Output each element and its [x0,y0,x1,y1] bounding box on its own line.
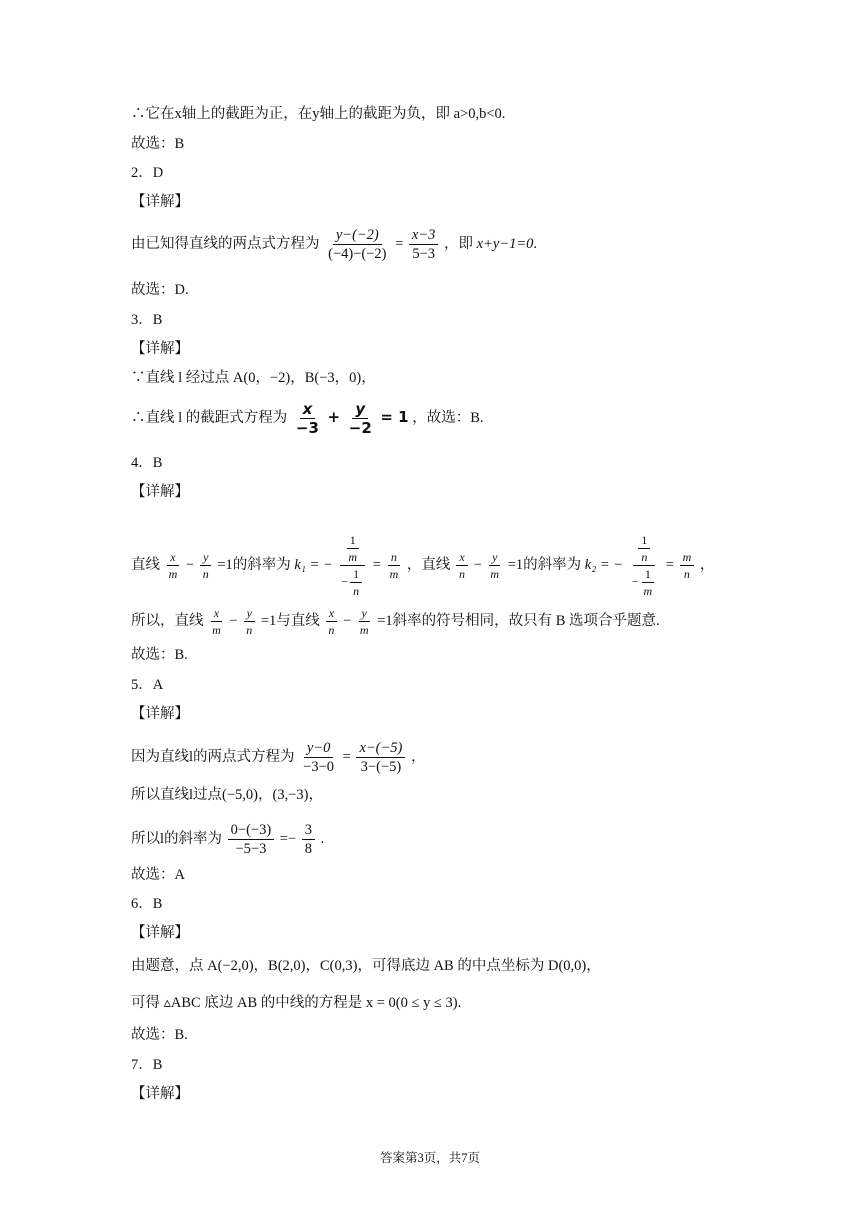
q6-answer: 故选：B. [131,1027,188,1043]
detail-heading-7: 【详解】 [131,1086,189,1102]
q5-line-1: 因为直线l的两点式方程为 $\frac{y-0}{-3-0}$ = $\frac{x-(-5)}{3-(-5)}$ ， [131,740,426,775]
frac-numerator: x−3 [409,227,438,245]
question-7-heading: 7．B [131,1057,163,1073]
fraction: $\frac{3}{8}$ [302,822,315,857]
q5-line-2: 所以直线l过点(−5,0)，(3,−3)， [131,787,323,803]
frac-numerator: x [300,401,316,419]
q3-text: ∴直线 l 的截距式方程为 [131,409,288,426]
q3-line-2: ∴直线 l 的截距式方程为 $\frac{x}{-3}$ + $\frac{y}{-2}$ = 1 ，故选：B. [131,400,484,437]
fraction: $\frac{x}{m}$ [168,550,178,581]
frac-numerator: y−(−2) [333,227,382,245]
q3-answer-text: ，故选：B. [412,409,484,426]
detail-heading-3: 【详解】 [131,341,189,357]
q3-line-1: ∵直线 l 经过点 A(0，−2)，B(−3，0)， [131,370,376,386]
page-footer: 答案第3页，共7页 [379,1151,480,1165]
line-1: ∴它在x轴上的截距为正，在y轴上的截距为负，即 a>0,b<0. [131,106,506,122]
q6-line-1: 由题意，点 A(−2,0)，B(2,0)，C(0,3)，可得底边 AB 的中点坐标为 D(0,0)， [131,958,601,974]
q6-line-2: 可得 ▵ABC 底边 AB 的中线的方程是 x = 0(0 ≤ y ≤ 3). [131,995,462,1011]
q4-answer: 故选：B. [131,647,188,663]
fraction: $\frac{x}{n}$ [456,550,468,581]
q2-equation: x+y−1=0 [476,235,534,252]
q5-line-3: 所以l的斜率为 $\frac{0-(-3)}{-5-3}$ =− $\frac{3}{8}$ . [131,822,325,857]
question-2-heading: 2．D [131,165,164,181]
q2-text: 由已知得直线的两点式方程为 [131,235,320,252]
fraction: $\frac{x-(-5)}{3-(-5)}$ [356,740,405,775]
answer-line: 故选：B [131,136,185,152]
k2-label: k₂ = − [584,556,624,573]
q4-text: 直线 [131,556,160,573]
detail-heading-6: 【详解】 [131,925,189,941]
fraction: $\frac{n}{m}$ [389,550,399,581]
frac-denominator: −3 [295,419,319,437]
q2-fraction-left [325,227,389,262]
detail-heading-4: 【详解】 [131,484,189,500]
fraction: $\frac{y-0}{-3-0}$ [303,740,335,775]
period: . [533,235,538,252]
q4-line-1: 直线 $\frac{x}{m}$ − $\frac{y}{n}$ =1的斜率为 k₁ = − $\frac{1}{m}$ − $\frac{1}{n}$ = $\frac{n}{m}$ ，直线 $\frac{x}{n}$ − $\frac{y}{m}$ =1的斜率为 k₂ = − $\frac{1}{n}$ − $\frac{1}{m}$ = $\frac{m}{n}$ ， [131,533,715,598]
q3-fraction-y [346,401,375,436]
q2-fraction-right [409,227,438,262]
equals: = [395,235,404,252]
frac-denominator: (−4)−(−2) [328,246,387,262]
q5-answer: 故选：A [131,867,185,883]
q2-text-b: ，即 [444,235,474,252]
detail-heading-5: 【详解】 [131,706,189,722]
fraction: $\frac{0-(-3)}{-5-3}$ [228,822,275,857]
k1-label: k₁ = − [294,556,333,573]
fraction: $\frac{y}{n}$ [200,550,212,581]
fraction: $\frac{m}{n}$ [680,550,695,581]
q2-answer: 故选：D. [131,282,189,298]
frac-numerator: y [352,401,368,419]
question-3-heading: 3．B [131,312,163,328]
equals-one: = 1 [380,407,409,426]
compound-fraction: $\frac{1}{m}$ − $\frac{1}{n}$ [338,533,367,598]
detail-heading-2: 【详解】 [131,194,189,210]
frac-denominator: −2 [348,419,372,437]
q3-fraction-x [293,401,322,436]
frac-denominator: 5−3 [412,246,435,262]
q4-line-2: 所以，直线 $\frac{x}{m}$ − $\frac{y}{n}$ =1与直线 $\frac{x}{n}$ − $\frac{y}{m}$ =1斜率的符号相同，故只有 B 选项合乎题意. [131,606,660,637]
compound-fraction: $\frac{1}{n}$ − $\frac{1}{m}$ [629,533,660,598]
fraction: $\frac{y}{m}$ [490,550,500,581]
question-5-heading: 5．A [131,677,164,693]
q2-solution [131,227,537,262]
question-4-heading: 4．B [131,455,163,471]
question-6-heading: 6．B [131,896,163,912]
